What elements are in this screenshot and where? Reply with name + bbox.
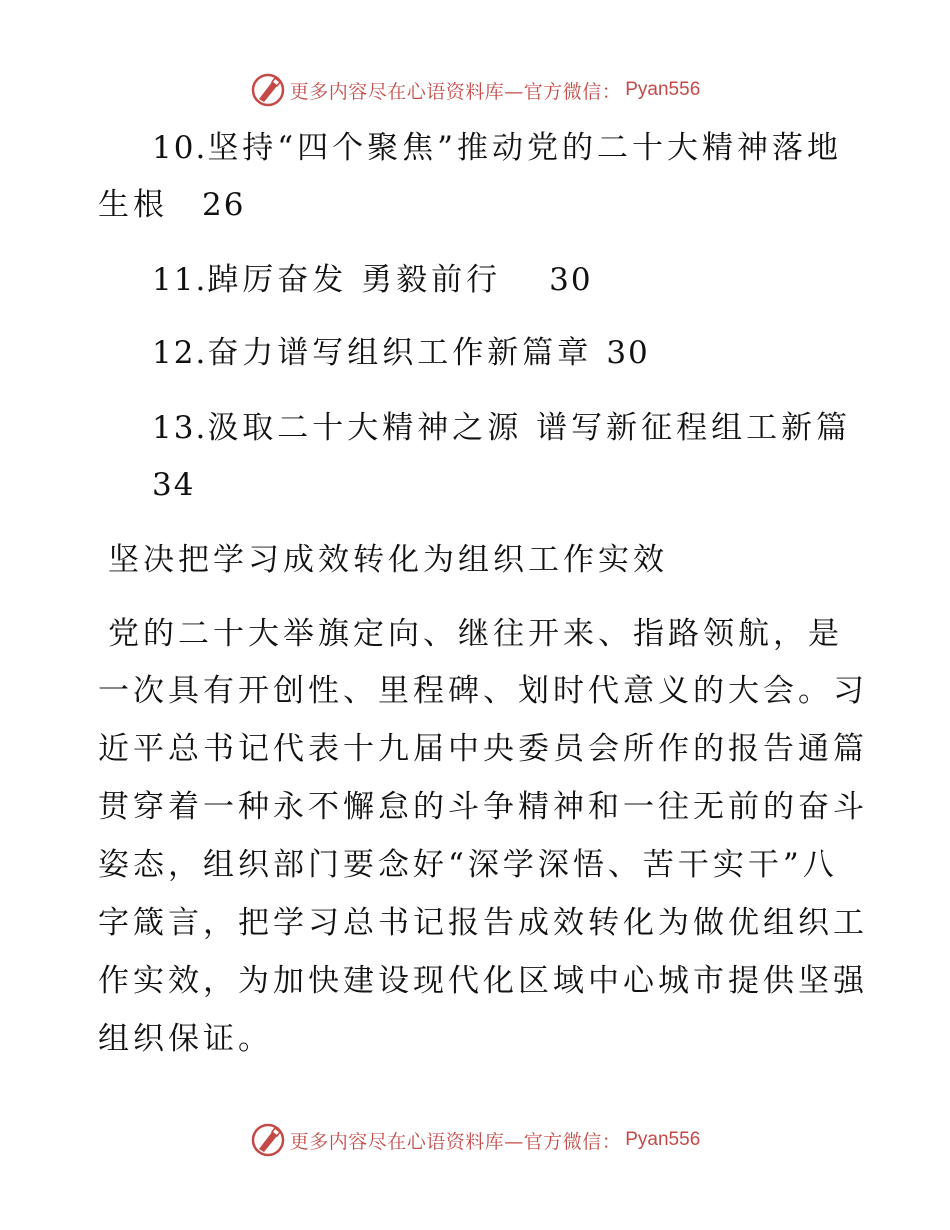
toc-item-13-page (152, 465, 195, 505)
watermark-footer (0, 1120, 950, 1160)
watermark-wechat-id: Pyan556 (625, 79, 701, 100)
toc-item-10 (152, 128, 842, 168)
body-line: 贯穿着一种永不懈怠的斗争精神和一往无前的奋斗 (98, 789, 868, 825)
pen-logo-icon (250, 1122, 286, 1158)
body-line: 党的二十大举旗定向、继往开来、指路领航，是 (108, 616, 843, 652)
toc-page-number: 26 (202, 187, 246, 223)
toc-title: 奋力谱写组织工作新篇章 (207, 335, 593, 371)
watermark-text: 更多内容尽在心语资料库—官方微信： (289, 1130, 622, 1153)
body-line: 一次具有开创性、里程碑、划时代意义的大会。习 (98, 673, 868, 709)
toc-title: 坚持“四个聚焦”推动党的二十大精神落地 (207, 130, 843, 166)
toc-page-number: 30 (606, 335, 650, 371)
toc-title: 汲取二十大精神之源 谱写新征程组工新篇 (207, 410, 852, 446)
toc-number: 10. (152, 130, 208, 166)
body-line: 近平总书记代表十九届中央委员会所作的报告通篇 (98, 731, 868, 767)
toc-number: 12. (152, 335, 208, 371)
body-line: 作实效，为加快建设现代化区域中心城市提供坚强 (98, 963, 868, 999)
toc-item-13 (152, 408, 851, 448)
toc-item-11 (152, 260, 593, 300)
body-line: 姿态，组织部门要念好“深学深悟、苦干实干”八 (98, 847, 838, 883)
watermark-header (0, 70, 950, 110)
toc-page-number: 30 (549, 262, 593, 298)
toc-item-12 (152, 333, 650, 373)
toc-item-10-continued (98, 185, 245, 225)
toc-title: 踔厉奋发 勇毅前行 (207, 262, 502, 298)
toc-number: 13. (152, 410, 208, 446)
toc-title-continued: 生根 (98, 187, 168, 223)
watermark-wechat-id: Pyan556 (625, 1129, 701, 1150)
body-line: 字箴言，把学习总书记报告成效转化为做优组织工 (98, 905, 868, 941)
toc-number: 11. (152, 262, 208, 298)
pen-logo-icon (250, 72, 286, 108)
body-line: 组织保证。 (98, 1021, 273, 1057)
watermark-text: 更多内容尽在心语资料库—官方微信： (289, 80, 622, 103)
article-heading: 坚决把学习成效转化为组织工作实效 (108, 542, 668, 578)
toc-page-number: 34 (152, 467, 196, 503)
